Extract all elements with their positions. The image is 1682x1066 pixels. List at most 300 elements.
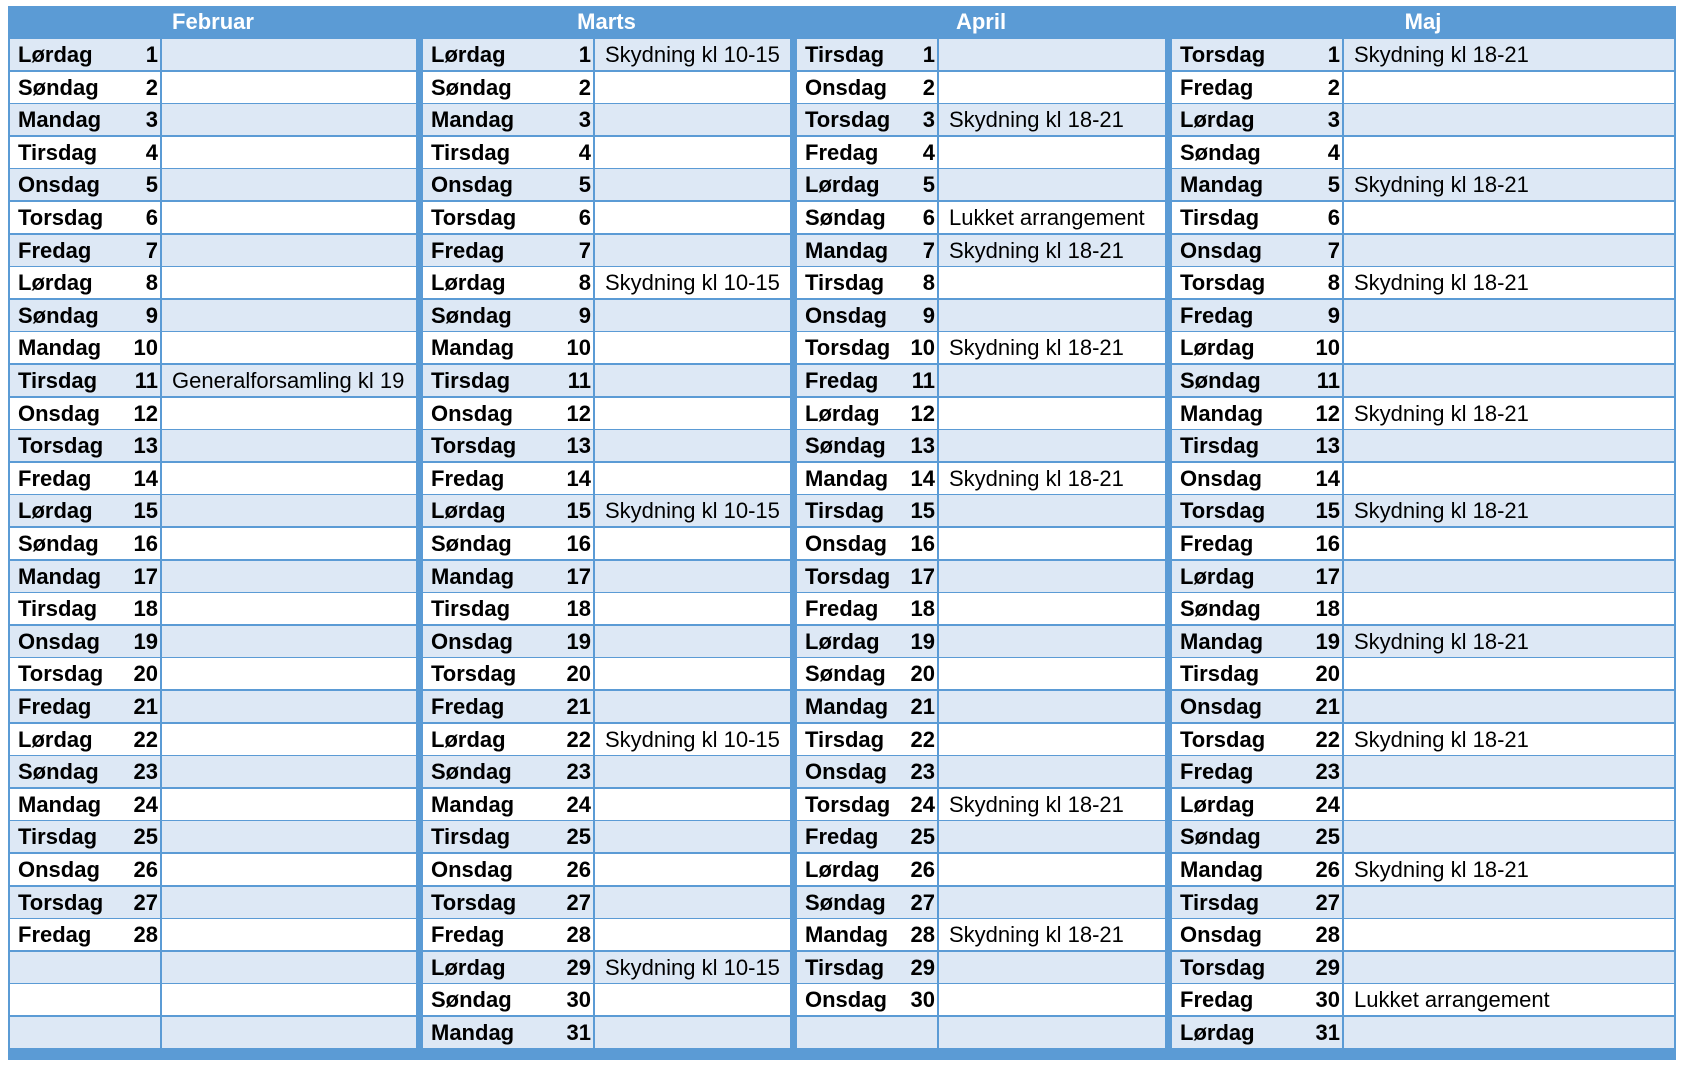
event-note-cell (939, 984, 1165, 1015)
event-note-cell: Skydning kl 18-21 (1344, 39, 1674, 70)
weekday-cell: Mandag (10, 561, 160, 592)
event-note-cell (595, 398, 790, 429)
event-note-cell (595, 821, 790, 852)
date-cell: 11 (134, 368, 158, 393)
weekday-cell: Lørdag (797, 854, 937, 885)
date-cell: 1 (922, 42, 935, 67)
weekday-cell: Mandag (423, 332, 593, 363)
event-note-cell: Skydning kl 18-21 (1344, 267, 1674, 298)
calendar-row (423, 365, 790, 396)
date-cell: 29 (566, 955, 591, 980)
event-note-cell (939, 854, 1165, 885)
month-april (795, 6, 1167, 1060)
calendar-row (423, 202, 790, 233)
event-note-cell (162, 984, 416, 1015)
weekday-cell: Søndag (423, 984, 593, 1015)
event-note-cell (595, 1017, 790, 1048)
date-cell: 29 (1315, 955, 1340, 980)
weekday-cell: Fredag (797, 137, 937, 168)
event-note-cell (162, 952, 416, 983)
event-note-cell (939, 756, 1165, 787)
event-note-cell (162, 202, 416, 233)
weekday-cell: Fredag (423, 235, 593, 266)
weekday-cell: Torsdag (10, 887, 160, 918)
calendar-row (1172, 235, 1674, 266)
event-note-cell: Skydning kl 18-21 (939, 235, 1165, 266)
date-cell: 10 (133, 335, 158, 360)
event-note-cell (939, 169, 1165, 200)
event-note-cell: Skydning kl 10-15 (595, 495, 790, 526)
month-header: Februar (172, 9, 254, 34)
event-note-cell (1344, 887, 1674, 918)
event-note-cell (1344, 756, 1674, 787)
calendar-row (797, 919, 1165, 950)
weekday-cell: Fredag (1172, 72, 1342, 103)
event-note-cell (162, 593, 416, 624)
weekday-cell: Tirsdag (423, 137, 593, 168)
calendar-row (1172, 984, 1674, 1015)
weekday-cell: Torsdag (1172, 39, 1342, 70)
weekday-cell: Søndag (10, 528, 160, 559)
date-cell (885, 1017, 935, 1048)
date-cell: 25 (910, 824, 935, 849)
event-note-cell (595, 919, 790, 950)
event-note-cell (162, 626, 416, 657)
date-cell: 2 (1327, 75, 1340, 100)
weekday-cell: Torsdag (10, 430, 160, 461)
date-cell: 15 (910, 498, 935, 523)
calendar-row (423, 1017, 790, 1048)
event-note-cell (595, 72, 790, 103)
calendar-row (423, 821, 790, 852)
event-note-cell (595, 300, 790, 331)
weekday-cell: Tirsdag (1172, 430, 1342, 461)
calendar-row (1172, 398, 1674, 429)
date-cell: 7 (1327, 238, 1340, 263)
event-note-cell (595, 887, 790, 918)
date-cell: 8 (145, 270, 158, 295)
calendar-row (423, 332, 790, 363)
date-cell: 16 (910, 531, 935, 556)
calendar-row (1172, 952, 1674, 983)
event-note-cell (162, 528, 416, 559)
calendar-row (423, 104, 790, 135)
event-note-cell (595, 691, 790, 722)
weekday-cell: Onsdag (423, 169, 593, 200)
event-note-cell (595, 789, 790, 820)
calendar-row (797, 300, 1165, 331)
calendar-row (797, 235, 1165, 266)
event-note-cell (1344, 332, 1674, 363)
date-cell: 7 (922, 238, 935, 263)
event-note-cell (162, 561, 416, 592)
date-cell: 12 (133, 401, 158, 426)
weekday-cell: Lørdag (1172, 104, 1342, 135)
calendar-row (797, 104, 1165, 135)
weekday-cell: Søndag (1172, 365, 1342, 396)
calendar-row (10, 495, 416, 526)
weekday-cell: Lørdag (1172, 789, 1342, 820)
event-note-cell: Skydning kl 10-15 (595, 724, 790, 755)
weekday-cell: Søndag (1172, 137, 1342, 168)
calendar-row (1172, 267, 1674, 298)
month-header: Maj (1404, 9, 1442, 34)
calendar-row (423, 887, 790, 918)
weekday-cell: Torsdag (1172, 267, 1342, 298)
date-cell: 2 (145, 75, 158, 100)
event-note-cell (939, 495, 1165, 526)
calendar-row (797, 789, 1165, 820)
event-note-cell (1344, 821, 1674, 852)
month-marts (421, 6, 792, 1060)
date-cell: 28 (566, 922, 591, 947)
event-note-cell (939, 267, 1165, 298)
calendar-row (1172, 365, 1674, 396)
event-note-cell (595, 756, 790, 787)
calendar-row (797, 626, 1165, 657)
event-note-cell (595, 430, 790, 461)
event-note-cell (162, 169, 416, 200)
weekday-cell: Mandag (1172, 626, 1342, 657)
date-cell: 31 (566, 1020, 591, 1045)
calendar-row (423, 756, 790, 787)
calendar-row (423, 72, 790, 103)
date-cell: 28 (910, 922, 935, 947)
event-note-cell (162, 39, 416, 70)
weekday-cell: Tirsdag (423, 593, 593, 624)
event-note-cell: Skydning kl 18-21 (939, 463, 1165, 494)
date-cell: 2 (922, 75, 935, 100)
event-note-cell (939, 137, 1165, 168)
event-note-cell (162, 332, 416, 363)
weekday-cell: Mandag (10, 332, 160, 363)
calendar-row (797, 593, 1165, 624)
event-note-cell (162, 919, 416, 950)
calendar-row (1172, 104, 1674, 135)
date-cell: 29 (910, 955, 935, 980)
event-note-cell (939, 300, 1165, 331)
weekday-cell: Fredag (1172, 528, 1342, 559)
calendar-row (1172, 756, 1674, 787)
date-cell: 14 (910, 466, 935, 491)
calendar-row (797, 854, 1165, 885)
calendar-row (423, 495, 790, 526)
weekday-cell: Torsdag (797, 104, 937, 135)
date-cell: 19 (566, 629, 591, 654)
weekday-cell: Torsdag (1172, 724, 1342, 755)
event-note-cell: Skydning kl 18-21 (939, 919, 1165, 950)
event-note-cell (595, 984, 790, 1015)
weekday-cell: Lørdag (1172, 332, 1342, 363)
date-cell: 15 (1315, 498, 1340, 523)
date-cell: 12 (566, 401, 591, 426)
event-note-cell (162, 495, 416, 526)
event-note-cell (595, 235, 790, 266)
weekday-cell: Lørdag (797, 626, 937, 657)
date-cell: 22 (566, 727, 591, 752)
weekday-cell: Onsdag (10, 169, 160, 200)
weekday-cell: Lørdag (1172, 1017, 1342, 1048)
calendar-row (797, 952, 1165, 983)
date-cell: 13 (1315, 433, 1340, 458)
event-note-cell (162, 430, 416, 461)
event-note-cell (162, 137, 416, 168)
date-cell: 30 (910, 987, 935, 1012)
weekday-cell: Lørdag (423, 495, 593, 526)
weekday-cell: Mandag (797, 691, 937, 722)
event-note-cell: Lukket arrangement (1344, 984, 1674, 1015)
event-note-cell (595, 169, 790, 200)
date-cell: 1 (145, 42, 158, 67)
weekday-cell: Lørdag (10, 724, 160, 755)
event-note-cell (162, 398, 416, 429)
weekday-cell: Onsdag (1172, 919, 1342, 950)
event-note-cell (162, 724, 416, 755)
weekday-cell: Onsdag (10, 398, 160, 429)
date-cell: 20 (1315, 661, 1340, 686)
calendar-row (797, 365, 1165, 396)
event-note-cell: Skydning kl 10-15 (595, 952, 790, 983)
date-cell: 18 (133, 596, 158, 621)
calendar-row (10, 919, 416, 950)
date-cell: 5 (922, 172, 935, 197)
calendar-row (797, 756, 1165, 787)
date-cell: 16 (566, 531, 591, 556)
date-cell: 26 (133, 857, 158, 882)
event-note-cell (1344, 72, 1674, 103)
date-cell: 11 (1316, 368, 1340, 393)
date-cell: 8 (1327, 270, 1340, 295)
month-februar (8, 6, 418, 1060)
calendar-row (1172, 528, 1674, 559)
weekday-cell: Lørdag (10, 495, 160, 526)
event-note-cell (162, 821, 416, 852)
weekday-cell: Lørdag (423, 267, 593, 298)
calendar-row (797, 821, 1165, 852)
weekday-cell: Søndag (10, 756, 160, 787)
event-note-cell (939, 72, 1165, 103)
calendar-row (1172, 561, 1674, 592)
date-cell (108, 952, 158, 983)
calendar-row (423, 854, 790, 885)
event-note-cell (1344, 365, 1674, 396)
calendar-row (10, 854, 416, 885)
calendar-row (10, 658, 416, 689)
event-note-cell (595, 463, 790, 494)
weekday-cell: Søndag (423, 528, 593, 559)
date-cell: 27 (133, 890, 158, 915)
event-note-cell (1344, 919, 1674, 950)
event-note-cell (1344, 202, 1674, 233)
date-cell: 31 (1315, 1020, 1340, 1045)
calendar-row (10, 724, 416, 755)
weekday-cell: Torsdag (797, 789, 937, 820)
calendar-row (1172, 789, 1674, 820)
date-cell: 20 (910, 661, 935, 686)
calendar-row (1172, 919, 1674, 950)
calendar-row (797, 691, 1165, 722)
calendar-row (10, 202, 416, 233)
calendar-row (10, 626, 416, 657)
weekday-cell: Fredag (423, 691, 593, 722)
date-cell: 10 (910, 335, 935, 360)
date-cell: 25 (1315, 824, 1340, 849)
weekday-cell: Fredag (1172, 756, 1342, 787)
weekday-cell: Lørdag (10, 267, 160, 298)
calendar-sheet (8, 6, 1676, 1060)
date-cell: 12 (1315, 401, 1340, 426)
date-cell: 18 (910, 596, 935, 621)
weekday-cell: Fredag (1172, 984, 1342, 1015)
date-cell: 9 (922, 303, 935, 328)
calendar-row (423, 919, 790, 950)
weekday-cell: Fredag (10, 235, 160, 266)
date-cell: 10 (1315, 335, 1340, 360)
event-note-cell (162, 691, 416, 722)
weekday-cell: Mandag (1172, 854, 1342, 885)
date-cell: 5 (578, 172, 591, 197)
calendar-row (423, 561, 790, 592)
weekday-cell: Mandag (423, 1017, 593, 1048)
date-cell: 14 (1315, 466, 1340, 491)
calendar-row (1172, 495, 1674, 526)
weekday-cell: Fredag (797, 821, 937, 852)
date-cell: 22 (910, 727, 935, 752)
event-note-cell (595, 332, 790, 363)
event-note-cell (162, 463, 416, 494)
date-cell: 4 (922, 140, 935, 165)
calendar-row (10, 952, 416, 983)
calendar-row (797, 658, 1165, 689)
date-cell: 21 (910, 694, 935, 719)
weekday-cell: Mandag (423, 789, 593, 820)
date-cell: 26 (1315, 857, 1340, 882)
calendar-row (797, 887, 1165, 918)
event-note-cell: Skydning kl 18-21 (1344, 169, 1674, 200)
date-cell: 6 (1327, 205, 1340, 230)
calendar-row (1172, 72, 1674, 103)
calendar-row (423, 300, 790, 331)
event-note-cell (939, 528, 1165, 559)
calendar-row (797, 463, 1165, 494)
date-cell: 9 (145, 303, 158, 328)
calendar-row (1172, 821, 1674, 852)
calendar-row (1172, 137, 1674, 168)
calendar-row (797, 984, 1165, 1015)
event-note-cell: Skydning kl 18-21 (1344, 495, 1674, 526)
calendar-row (10, 821, 416, 852)
date-cell: 27 (566, 890, 591, 915)
calendar-row (10, 789, 416, 820)
event-note-cell (939, 1017, 1165, 1048)
event-note-cell (1344, 789, 1674, 820)
weekday-cell: Søndag (10, 72, 160, 103)
calendar-row (797, 1017, 1165, 1048)
calendar-row (10, 463, 416, 494)
weekday-cell: Mandag (423, 561, 593, 592)
date-cell: 24 (133, 792, 158, 817)
event-note-cell (939, 724, 1165, 755)
event-note-cell (939, 626, 1165, 657)
date-cell: 13 (566, 433, 591, 458)
event-note-cell (162, 104, 416, 135)
date-cell: 19 (133, 629, 158, 654)
date-cell: 3 (922, 107, 935, 132)
calendar-row (423, 137, 790, 168)
weekday-cell: Lørdag (423, 39, 593, 70)
calendar-row (10, 365, 416, 396)
weekday-cell: Torsdag (1172, 495, 1342, 526)
calendar-row (797, 72, 1165, 103)
weekday-cell: Fredag (797, 593, 937, 624)
weekday-cell: Onsdag (1172, 235, 1342, 266)
calendar-row (1172, 332, 1674, 363)
date-cell: 3 (578, 107, 591, 132)
calendar-row (423, 169, 790, 200)
date-cell: 3 (1327, 107, 1340, 132)
date-cell: 20 (566, 661, 591, 686)
weekday-cell: Lørdag (797, 398, 937, 429)
calendar-row (797, 528, 1165, 559)
event-note-cell: Skydning kl 18-21 (939, 104, 1165, 135)
calendar-row (797, 430, 1165, 461)
weekday-cell: Onsdag (797, 72, 937, 103)
calendar-row (1172, 463, 1674, 494)
calendar-row (10, 267, 416, 298)
date-cell: 18 (566, 596, 591, 621)
calendar-row (1172, 202, 1674, 233)
date-cell: 4 (145, 140, 158, 165)
date-cell: 23 (133, 759, 158, 784)
date-cell: 2 (578, 75, 591, 100)
calendar-row (423, 463, 790, 494)
month-header: April (955, 9, 1007, 34)
calendar-row (423, 984, 790, 1015)
event-note-cell (595, 365, 790, 396)
calendar-row (423, 267, 790, 298)
calendar-row (10, 691, 416, 722)
date-cell: 9 (578, 303, 591, 328)
event-note-cell: Skydning kl 18-21 (939, 789, 1165, 820)
weekday-cell: Lørdag (10, 39, 160, 70)
weekday-cell: Mandag (797, 919, 937, 950)
event-note-cell (1344, 137, 1674, 168)
weekday-cell: Tirsdag (797, 952, 937, 983)
date-cell: 17 (133, 564, 158, 589)
calendar-row (1172, 691, 1674, 722)
date-cell: 22 (1315, 727, 1340, 752)
event-note-cell (939, 561, 1165, 592)
weekday-cell: Torsdag (423, 202, 593, 233)
event-note-cell (1344, 235, 1674, 266)
date-cell: 1 (578, 42, 591, 67)
date-cell: 3 (145, 107, 158, 132)
calendar-row (1172, 626, 1674, 657)
date-cell: 22 (133, 727, 158, 752)
event-note-cell: Generalforsamling kl 19 (162, 365, 416, 396)
date-cell: 19 (910, 629, 935, 654)
calendar-row (10, 169, 416, 200)
event-note-cell (1344, 593, 1674, 624)
date-cell: 6 (578, 205, 591, 230)
date-cell: 21 (1315, 694, 1340, 719)
weekday-cell: Søndag (10, 300, 160, 331)
calendar-row (797, 169, 1165, 200)
weekday-cell: Onsdag (797, 300, 937, 331)
event-note-cell (162, 267, 416, 298)
weekday-cell: Onsdag (797, 756, 937, 787)
event-note-cell: Skydning kl 18-21 (1344, 398, 1674, 429)
